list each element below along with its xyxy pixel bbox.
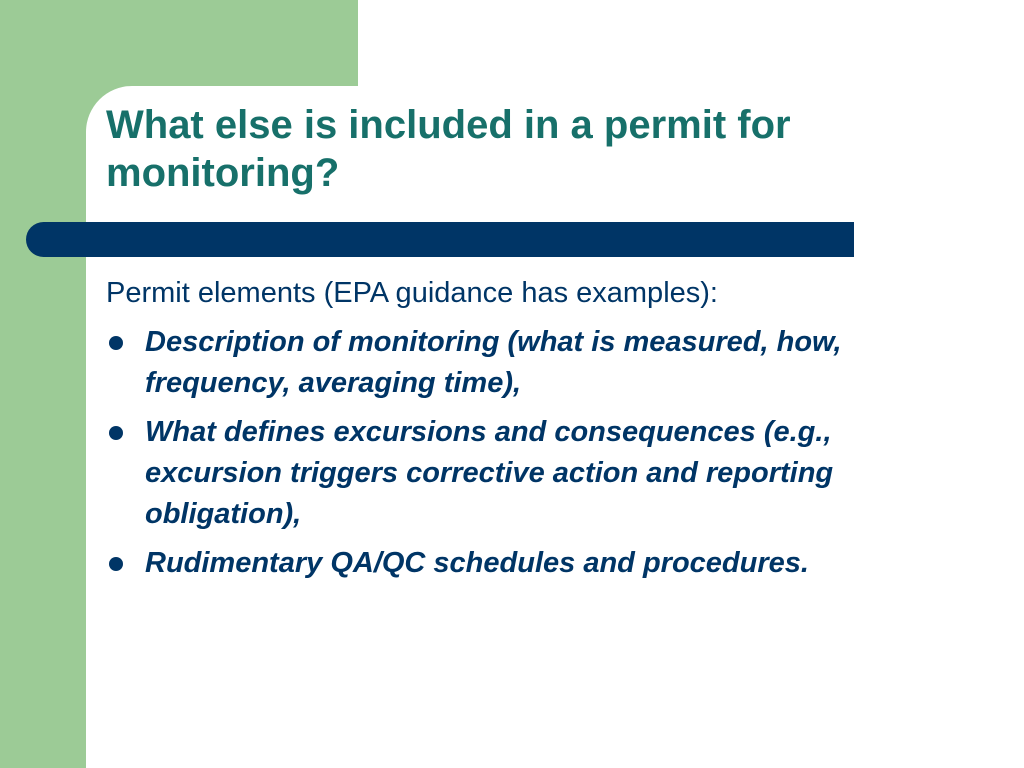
bullet-dot-icon — [109, 336, 123, 350]
list-item — [106, 322, 956, 404]
bullet-text: Rudimentary QA/QC schedules and procedures. — [145, 547, 809, 579]
title-divider-bar — [26, 222, 854, 257]
list-item — [106, 412, 956, 535]
permit-elements-list — [106, 322, 956, 592]
bullet-dot-icon — [109, 557, 123, 571]
bullet-text: What defines excursions and consequences (e.g., excursion triggers corrective action and reporting obligation), — [145, 416, 834, 530]
slide-title: What else is included in a permit for monitoring? — [106, 103, 791, 195]
permit-elements-intro: Permit elements (EPA guidance has examples): — [106, 277, 718, 309]
bullet-text: Description of monitoring (what is measured, how, frequency, averaging time), — [145, 326, 842, 399]
bullet-dot-icon — [109, 426, 123, 440]
list-item — [106, 543, 956, 584]
